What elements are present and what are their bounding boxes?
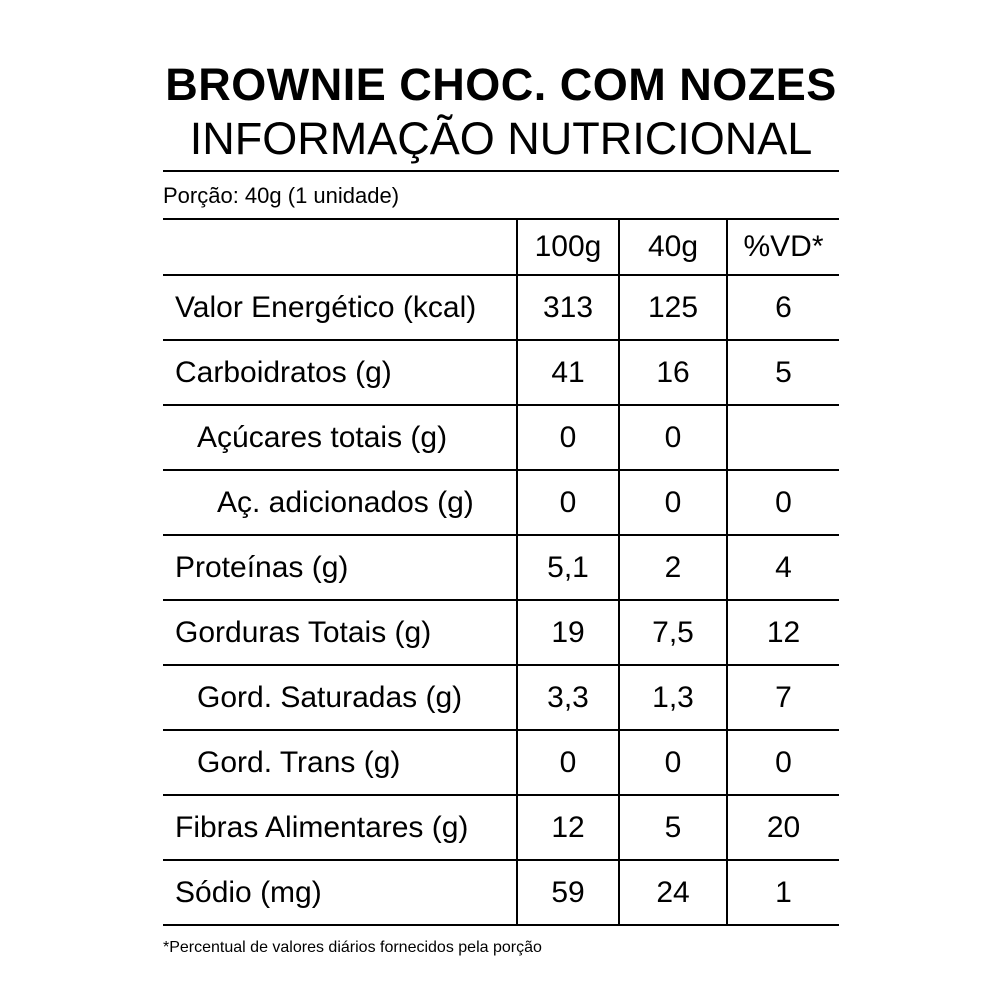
nutrient-name: Valor Energético (kcal) [163,275,517,340]
nutrient-name: Fibras Alimentares (g) [163,795,517,860]
value-daily-percent [727,405,839,470]
table-row [163,340,839,405]
value-daily-percent: 20 [727,795,839,860]
value-per-100g: 0 [517,405,619,470]
value-per-100g: 59 [517,860,619,925]
value-per-portion: 16 [619,340,727,405]
value-per-portion: 0 [619,730,727,795]
table-row [163,730,839,795]
table-row [163,275,839,340]
header-daily-value: %VD* [727,219,839,275]
value-daily-percent: 1 [727,860,839,925]
value-per-portion: 5 [619,795,727,860]
nutrition-table [163,218,839,926]
value-daily-percent: 0 [727,470,839,535]
value-per-portion: 0 [619,405,727,470]
value-per-100g: 41 [517,340,619,405]
table-row [163,405,839,470]
nutrient-name: Sódio (mg) [163,860,517,925]
nutrient-name: Carboidratos (g) [163,340,517,405]
portion-size: Porção: 40g (1 unidade) [163,183,400,208]
table-row [163,470,839,535]
title-divider [163,170,839,172]
value-daily-percent: 4 [727,535,839,600]
value-daily-percent: 5 [727,340,839,405]
table-row [163,665,839,730]
value-daily-percent: 0 [727,730,839,795]
value-per-portion: 24 [619,860,727,925]
table-row [163,600,839,665]
value-per-portion: 125 [619,275,727,340]
table-row [163,795,839,860]
value-daily-percent: 6 [727,275,839,340]
header-blank [163,219,517,275]
value-per-100g: 3,3 [517,665,619,730]
header-per-portion: 40g [619,219,727,275]
panel-title: INFORMAÇÃO NUTRICIONAL [189,113,813,164]
nutrient-name: Aç. adicionados (g) [163,470,517,535]
nutrient-name: Gord. Saturadas (g) [163,665,517,730]
nutrient-name: Gorduras Totais (g) [163,600,517,665]
nutrient-name: Açúcares totais (g) [163,405,517,470]
nutrient-name: Proteínas (g) [163,535,517,600]
table-row [163,535,839,600]
value-per-portion: 2 [619,535,727,600]
nutrient-name: Gord. Trans (g) [163,730,517,795]
value-per-portion: 7,5 [619,600,727,665]
value-per-100g: 19 [517,600,619,665]
table-row [163,860,839,925]
value-per-100g: 5,1 [517,535,619,600]
product-title: BROWNIE CHOC. COM NOZES [165,59,837,110]
value-per-100g: 12 [517,795,619,860]
value-daily-percent: 12 [727,600,839,665]
value-per-100g: 0 [517,730,619,795]
value-per-portion: 0 [619,470,727,535]
footnote: *Percentual de valores diários fornecidos pela porção [163,939,542,956]
value-per-100g: 0 [517,470,619,535]
value-per-100g: 313 [517,275,619,340]
value-daily-percent: 7 [727,665,839,730]
table-header-row [163,219,839,275]
header-per-100g: 100g [517,219,619,275]
value-per-portion: 1,3 [619,665,727,730]
